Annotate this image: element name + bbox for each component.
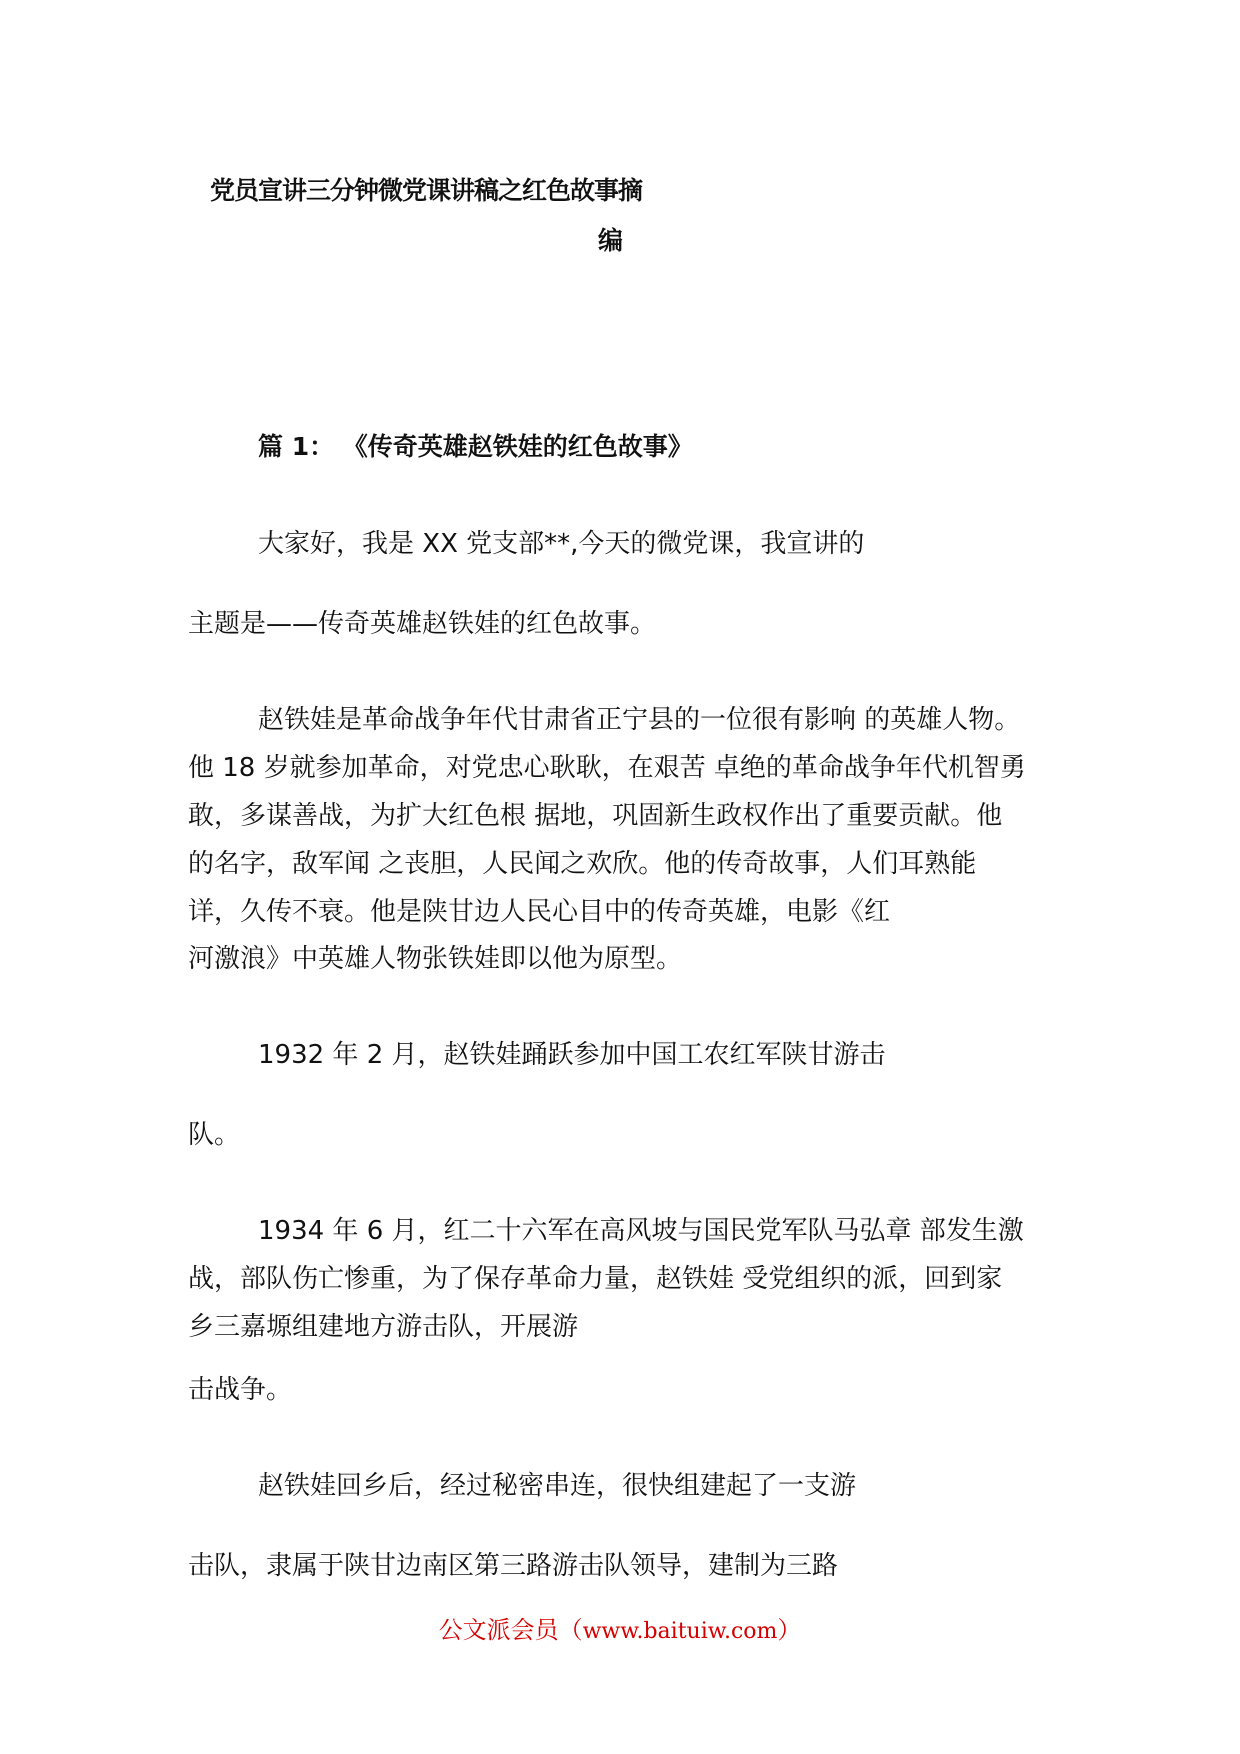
- document-title-line-2: 编: [598, 226, 623, 255]
- paragraph-2-line-6: 河激浪》中英雄人物张铁娃即以他为原型。: [188, 944, 683, 974]
- paragraph-3-line-1: 1932 年 2 月，赵铁娃踊跃参加中国工农红军陕甘游击: [258, 1040, 886, 1070]
- footer-label: 公文派会员（: [438, 1616, 583, 1644]
- paragraph-3-line-2: 队。: [188, 1120, 241, 1150]
- paragraph-5-line-1: 赵铁娃回乡后，经过秘密串连，很快组建起了一支游: [258, 1471, 857, 1501]
- paragraph-2-line-2: 他 18 岁就参加革命，对党忠心耿耿，在艰苦 卓绝的革命战争年代机智勇: [188, 753, 1026, 783]
- section-heading: 篇 1： 《传奇英雄赵铁娃的红色故事》: [258, 432, 693, 461]
- paragraph-1-line-2: 主题是——传奇英雄赵铁娃的红色故事。: [188, 609, 657, 639]
- paragraph-4-line-2: 战，部队伤亡惨重，为了保存革命力量，赵铁娃 受党组织的派，回到家: [188, 1264, 1003, 1294]
- paragraph-4-line-4: 击战争。: [188, 1375, 293, 1405]
- footer-url-link[interactable]: www.baituiw.com: [582, 1619, 778, 1644]
- paragraph-1-line-1: 大家好，我是 XX 党支部**,今天的微党课，我宣讲的: [258, 529, 865, 559]
- footer-close: ）: [777, 1616, 802, 1644]
- paragraph-4-line-1: 1934 年 6 月，红二十六军在高风坡与国民党军队马弘章 部发生激: [258, 1216, 1024, 1246]
- paragraph-5-line-2: 击队，隶属于陕甘边南区第三路游击队领导，建制为三路: [188, 1551, 839, 1581]
- paragraph-2-line-1: 赵铁娃是革命战争年代甘肃省正宁县的一位很有影响 的英雄人物。: [258, 705, 1021, 735]
- paragraph-2-line-3: 敢，多谋善战，为扩大红色根 据地，巩固新生政权作出了重要贡献。他: [188, 801, 1003, 831]
- paragraph-4-line-3: 乡三嘉塬组建地方游击队，开展游: [188, 1312, 579, 1342]
- document-title-line-1: 党员宣讲三分钟微党课讲稿之红色故事摘: [210, 176, 643, 205]
- footer-watermark: [0, 1614, 1240, 1648]
- paragraph-2-line-4: 的名字，敌军闻 之丧胆，人民闻之欢欣。他的传奇故事，人们耳熟能: [188, 849, 977, 879]
- paragraph-2-line-5: 详，久传不衰。他是陕甘边人民心目中的传奇英雄，电影《红: [188, 897, 891, 927]
